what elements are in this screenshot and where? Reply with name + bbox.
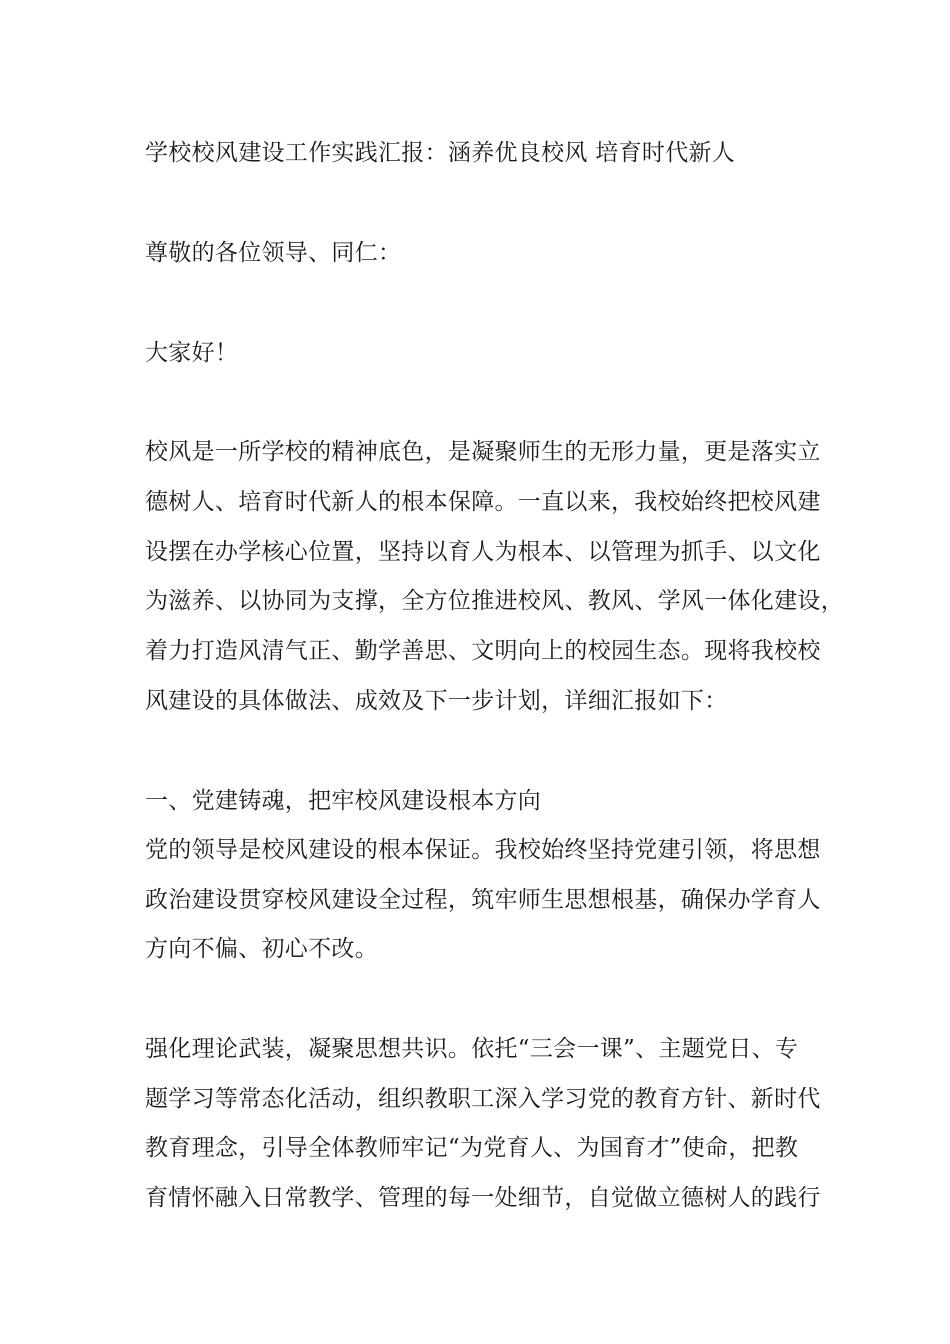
paragraph-line: 党的领导是校风建设的根本保证。我校始终坚持党建引领，将思想 bbox=[145, 837, 821, 863]
greeting: 大家好！ bbox=[145, 340, 239, 366]
document-title: 学校校风建设工作实践汇报：涵养优良校风 培育时代新人 bbox=[145, 140, 736, 166]
paragraph-line: 为滋养、以协同为支撑，全方位推进校风、教风、学风一体化建设， bbox=[145, 588, 844, 614]
section-heading: 一、党建铸魂，把牢校风建设根本方向 bbox=[145, 788, 542, 814]
paragraph-line: 风建设的具体做法、成效及下一步计划，详细汇报如下： bbox=[145, 688, 728, 714]
paragraph-line: 德树人、培育时代新人的根本保障。一直以来，我校始终把校风建 bbox=[145, 489, 821, 515]
paragraph-line: 着力打造风清气正、勤学善思、文明向上的校园生态。现将我校校 bbox=[145, 638, 821, 664]
paragraph-line: 强化理论武装，凝聚思想共识。依托“三会一课”、主题党日、专 bbox=[145, 1036, 799, 1062]
paragraph-line: 设摆在办学核心位置，坚持以育人为根本、以管理为抓手、以文化 bbox=[145, 539, 821, 565]
paragraph-line: 育情怀融入日常教学、管理的每一处细节，自觉做立德树人的践行 bbox=[145, 1185, 821, 1211]
paragraph-line: 方向不偏、初心不改。 bbox=[145, 936, 378, 962]
paragraph-line: 校风是一所学校的精神底色，是凝聚师生的无形力量，更是落实立 bbox=[145, 439, 821, 465]
paragraph-line: 题学习等常态化活动，组织教职工深入学习党的教育方针、新时代 bbox=[145, 1086, 821, 1112]
paragraph-line: 教育理念，引导全体教师牢记“为党育人、为国育才”使命，把教 bbox=[145, 1135, 799, 1161]
salutation: 尊敬的各位领导、同仁： bbox=[145, 240, 402, 266]
paragraph-line: 政治建设贯穿校风建设全过程，筑牢师生思想根基，确保办学育人 bbox=[145, 887, 821, 913]
